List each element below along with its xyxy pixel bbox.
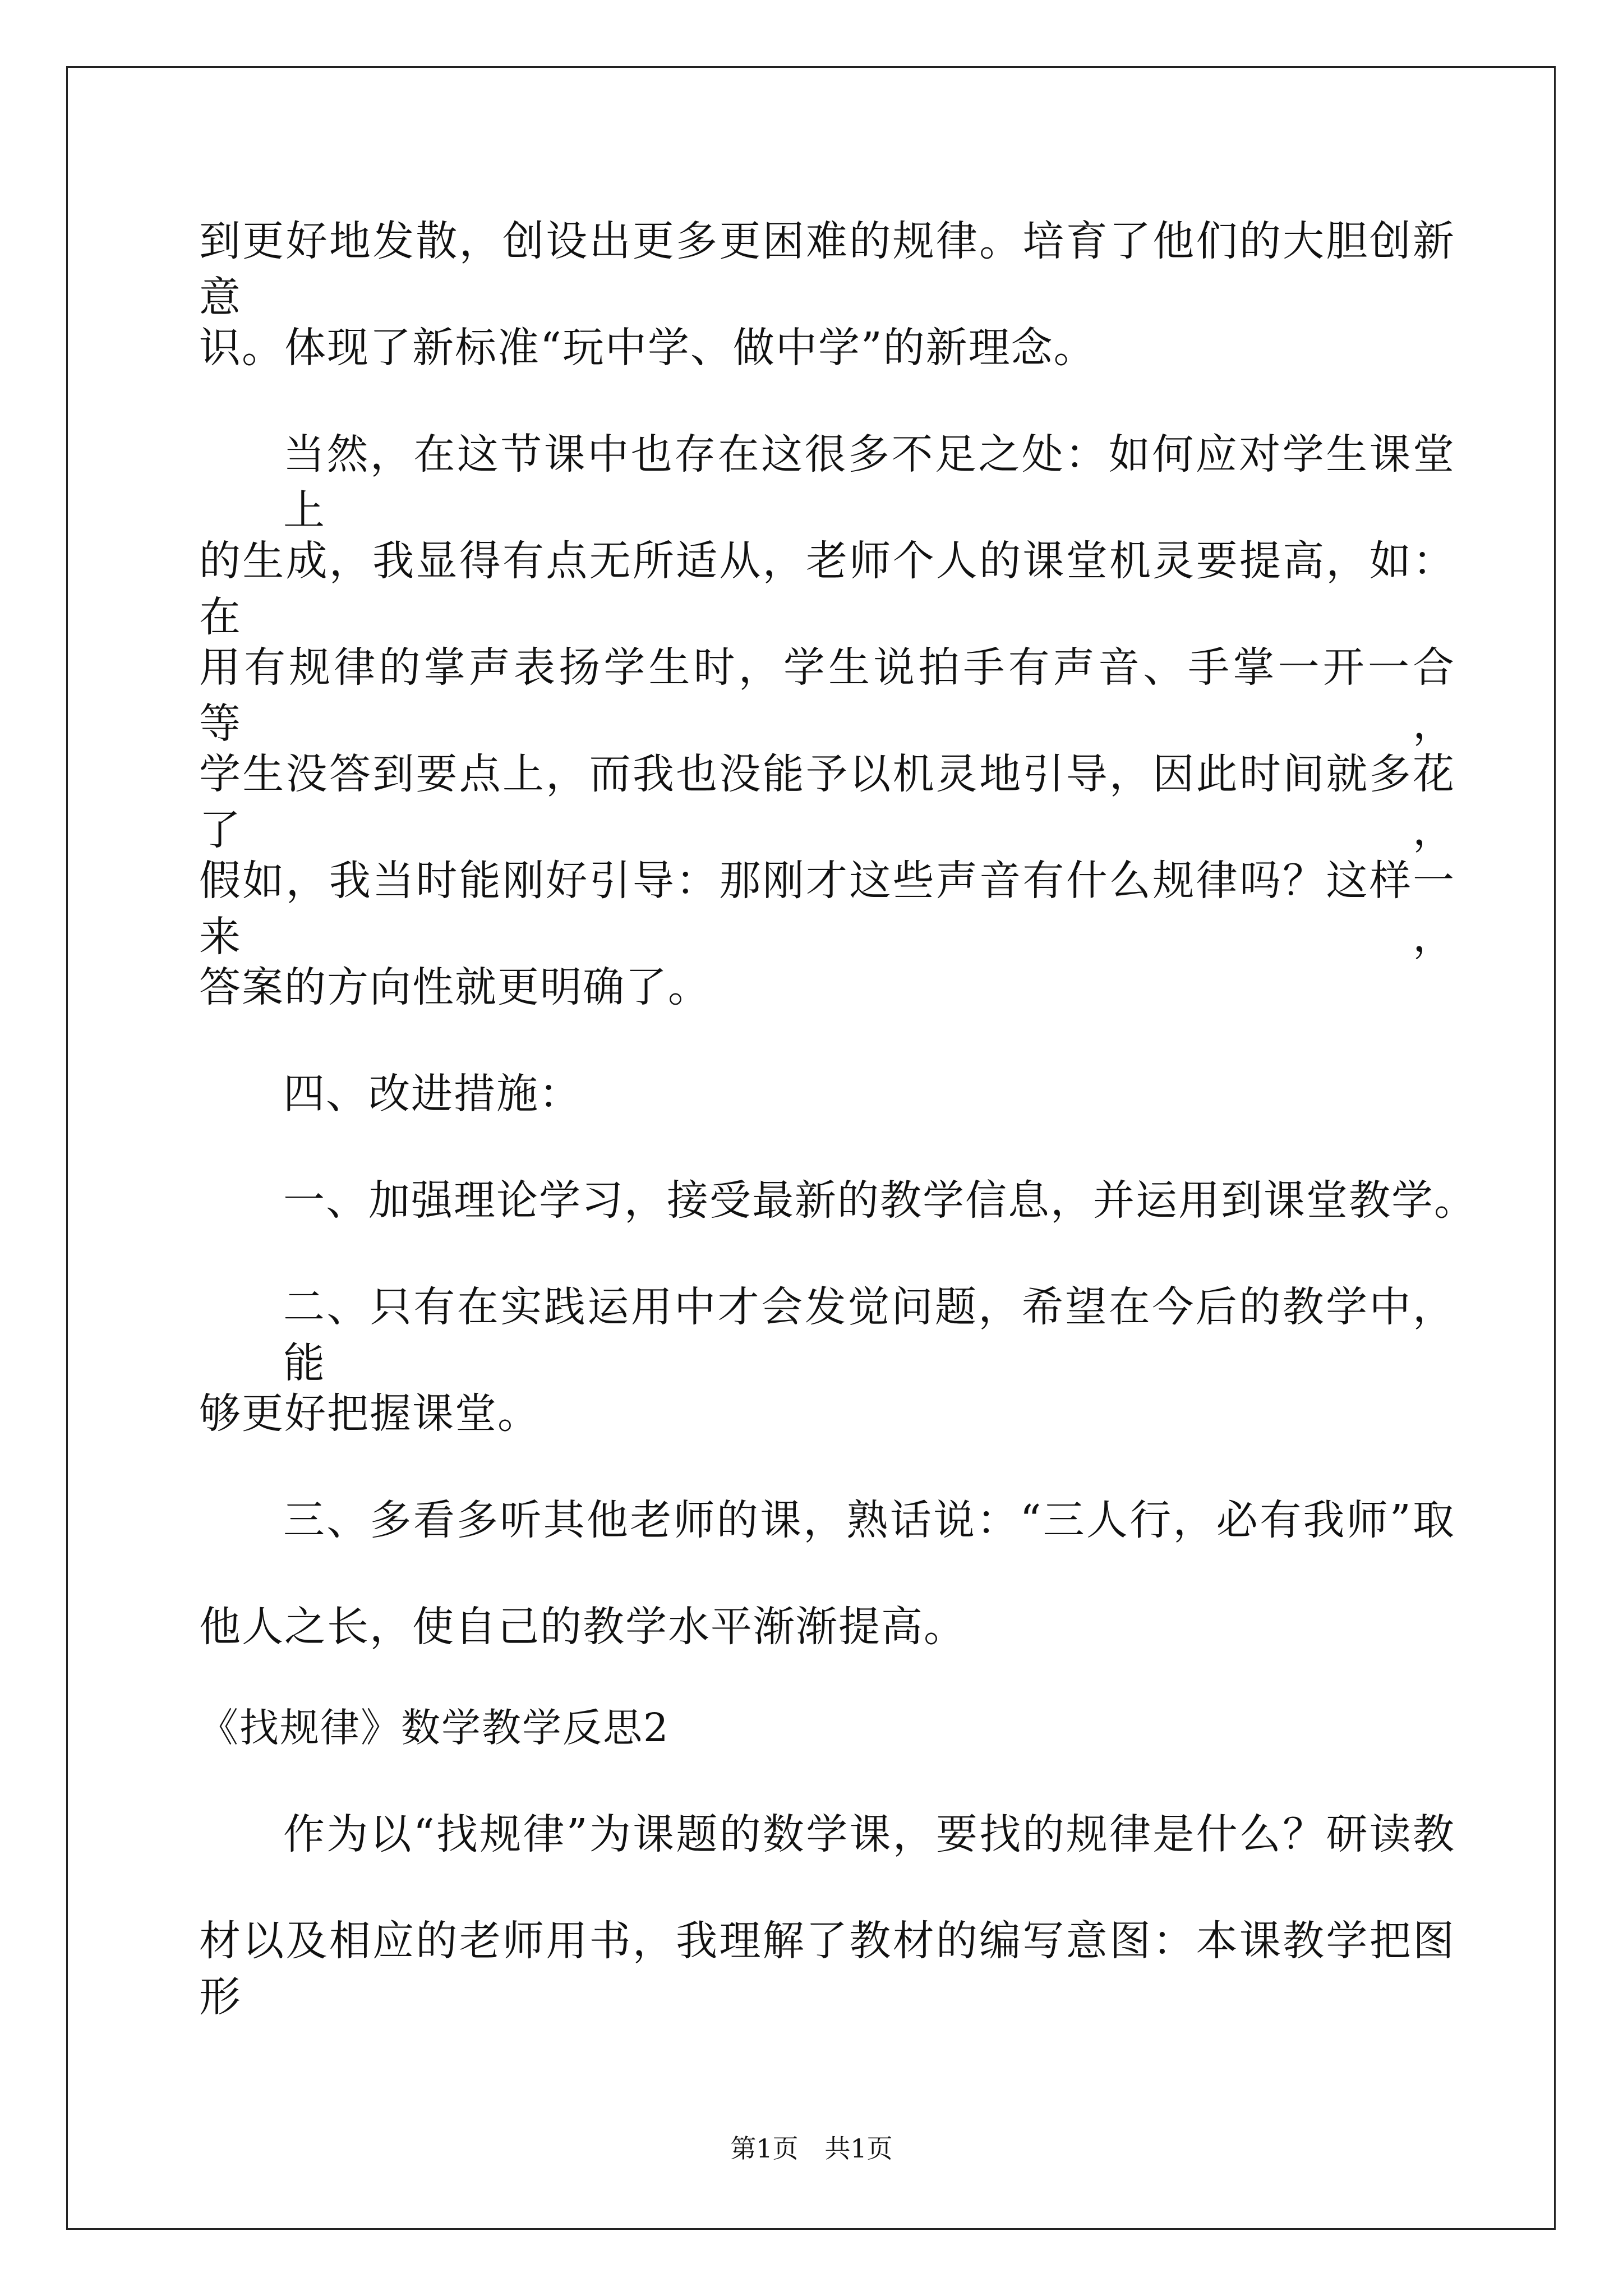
- text-line-13: 三、多看多听其他老师的课，熟话说：“三人行，必有我师”取: [283, 1496, 1455, 1544]
- text-line-5: 用有规律的掌声表扬学生时，学生说拍手有声音、手掌一开一合等，: [199, 643, 1455, 748]
- text-line-12: 够更好把握课堂。: [199, 1389, 540, 1438]
- text-line-16: 作为以“找规律”为课题的数学课，要找的规律是什么？研读教: [283, 1810, 1455, 1858]
- text-line-17: 材以及相应的老师用书，我理解了教材的编写意图：本课教学把图形: [199, 1917, 1455, 2021]
- text-line-10: 一、加强理论学习，接受最新的教学信息，并运用到课堂教学。: [283, 1176, 1477, 1225]
- text-line-7: 假如，我当时能刚好引导：那刚才这些声音有什么规律吗？这样一来，: [199, 857, 1455, 961]
- text-line-1: 到更好地发散，创设出更多更困难的规律。培育了他们的大胆创新意: [199, 217, 1455, 321]
- page-footer: [0, 2132, 1623, 2165]
- text-line-4: 的生成，我显得有点无所适从，老师个人的课堂机灵要提高，如：在: [199, 537, 1455, 641]
- text-line-11: 二、只有在实践运用中才会发觉问题，希望在今后的教学中，能: [283, 1283, 1455, 1387]
- text-line-2: 识。体现了新标准“玩中学、做中学”的新理念。: [199, 324, 1096, 372]
- page-number: 第1页: [730, 2133, 799, 2164]
- article-title: 《找规律》数学教学反思2: [199, 1705, 670, 1751]
- page-border: [66, 66, 1556, 2230]
- page-total: 共1页: [824, 2133, 893, 2164]
- text-line-3: 当然，在这节课中也存在这很多不足之处：如何应对学生课堂上: [283, 430, 1455, 535]
- text-line-8: 答案的方向性就更明确了。: [199, 963, 711, 1011]
- section-heading-improvements: 四、改进措施：: [283, 1070, 582, 1118]
- text-line-6: 学生没答到要点上，而我也没能予以机灵地引导，因此时间就多花了，: [199, 750, 1455, 854]
- text-line-14: 他人之长，使自己的教学水平渐渐提高。: [199, 1603, 966, 1651]
